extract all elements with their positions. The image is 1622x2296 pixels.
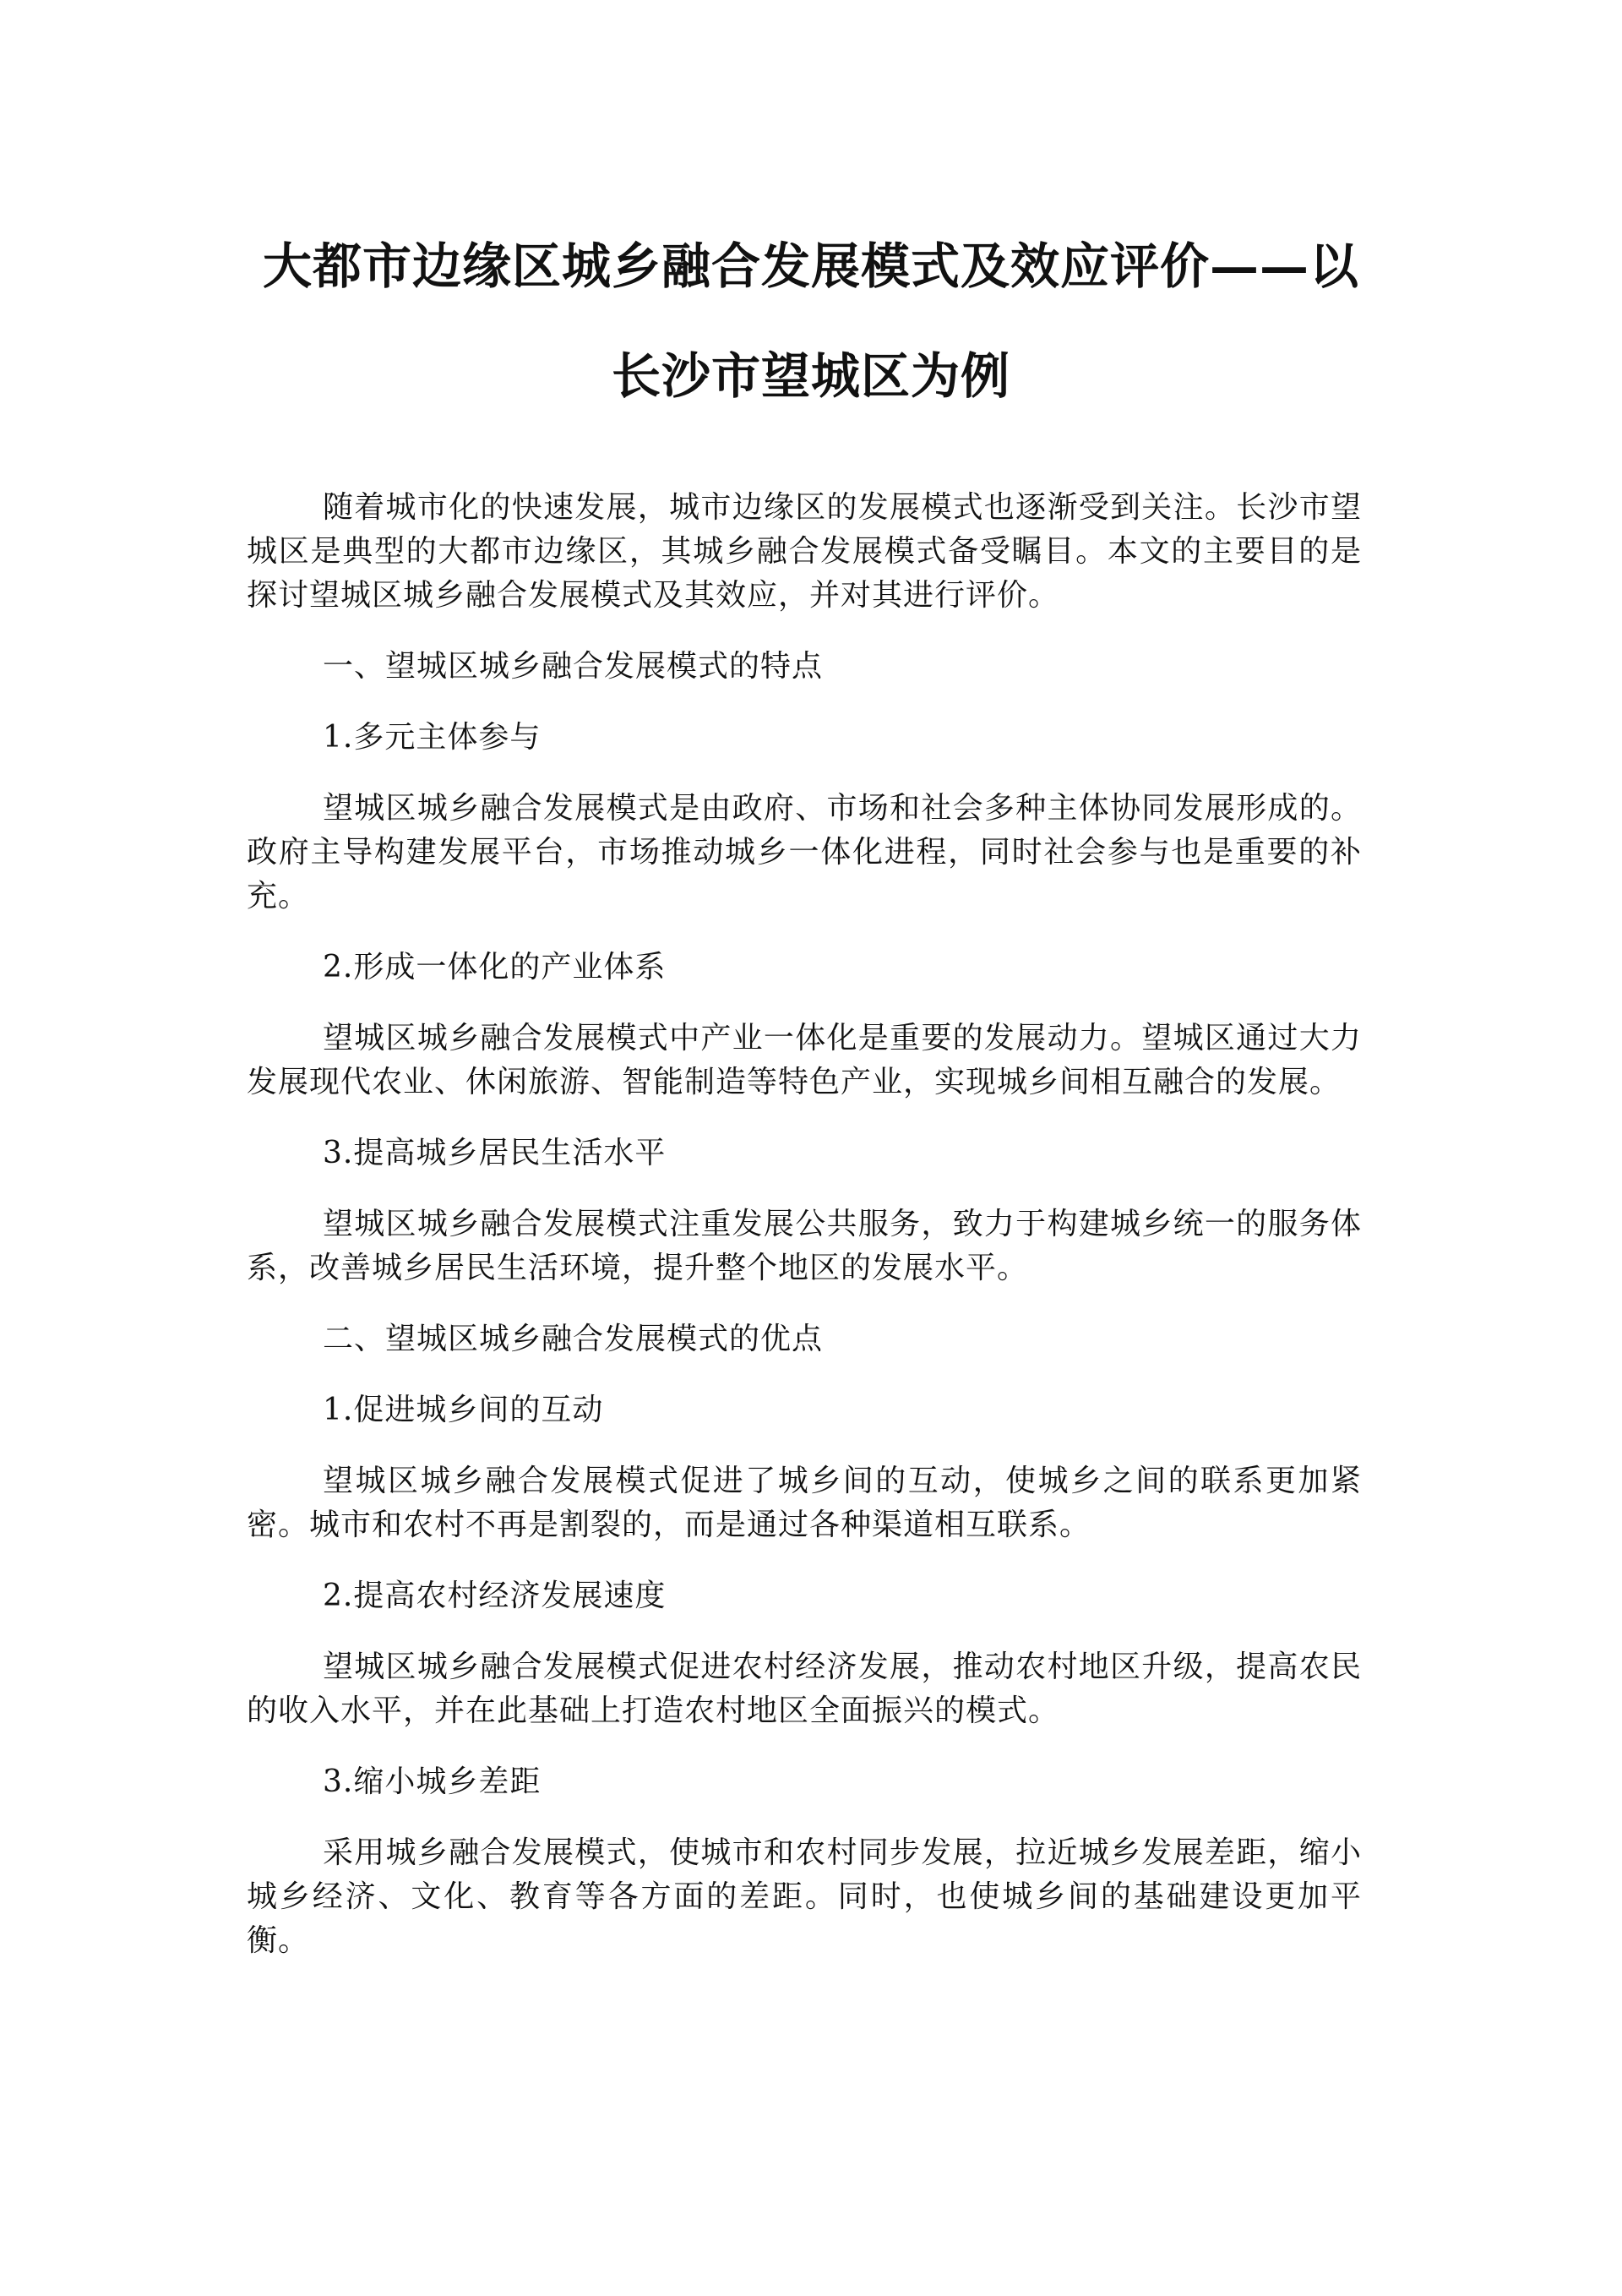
paragraph-multi-actors: 望城区城乡融合发展模式是由政府、市场和社会多种主体协同发展形成的。政府主导构建发展平台，市场推动城乡一体化进程，同时社会参与也是重要的补充。 bbox=[247, 791, 1362, 913]
subheading-interaction: 1.促进城乡间的互动 bbox=[323, 1393, 604, 1427]
paragraph-living-standards: 望城区城乡融合发展模式注重发展公共服务，致力于构建城乡统一的服务体系，改善城乡居民生活环境，提升整个地区的发展水平。 bbox=[247, 1207, 1362, 1285]
intro-paragraph: 随着城市化的快速发展，城市边缘区的发展模式也逐渐受到关注。长沙市望城区是典型的大都市边缘区，其城乡融合发展模式备受瞩目。本文的主要目的是探讨望城区城乡融合发展模式及其效应，并对其进行评价。 bbox=[247, 490, 1362, 613]
section-heading-advantages: 二、望城区城乡融合发展模式的优点 bbox=[323, 1322, 824, 1356]
section-heading-features: 一、望城区城乡融合发展模式的特点 bbox=[323, 649, 824, 684]
subheading-integrated-industry: 2.形成一体化的产业体系 bbox=[323, 950, 667, 984]
paragraph-interaction: 望城区城乡融合发展模式促进了城乡间的互动，使城乡之间的联系更加紧密。城市和农村不再是割裂的，而是通过各种渠道相互联系。 bbox=[247, 1464, 1362, 1542]
subheading-narrow-gap: 3.缩小城乡差距 bbox=[323, 1764, 542, 1799]
paragraph-integrated-industry: 望城区城乡融合发展模式中产业一体化是重要的发展动力。望城区通过大力发展现代农业、休闲旅游、智能制造等特色产业，实现城乡间相互融合的发展。 bbox=[247, 1021, 1362, 1099]
document-body bbox=[247, 486, 1362, 1963]
document-title-line-2: 长沙市望城区为例 bbox=[611, 347, 1010, 405]
subheading-rural-economy: 2.提高农村经济发展速度 bbox=[323, 1579, 667, 1613]
paragraph-rural-economy: 望城区城乡融合发展模式促进农村经济发展，推动农村地区升级，提高农民的收入水平，并在此基础上打造农村地区全面振兴的模式。 bbox=[247, 1650, 1362, 1728]
subheading-living-standards: 3.提高城乡居民生活水平 bbox=[323, 1136, 667, 1170]
subheading-multi-actors: 1.多元主体参与 bbox=[323, 720, 542, 755]
paragraph-narrow-gap: 采用城乡融合发展模式，使城市和农村同步发展，拉近城乡发展差距，缩小城乡经济、文化、教育等各方面的差距。同时，也使城乡间的基础建设更加平衡。 bbox=[247, 1835, 1362, 1958]
document-title-line-1: 大都市边缘区城乡融合发展模式及效应评价——以 bbox=[262, 237, 1359, 295]
